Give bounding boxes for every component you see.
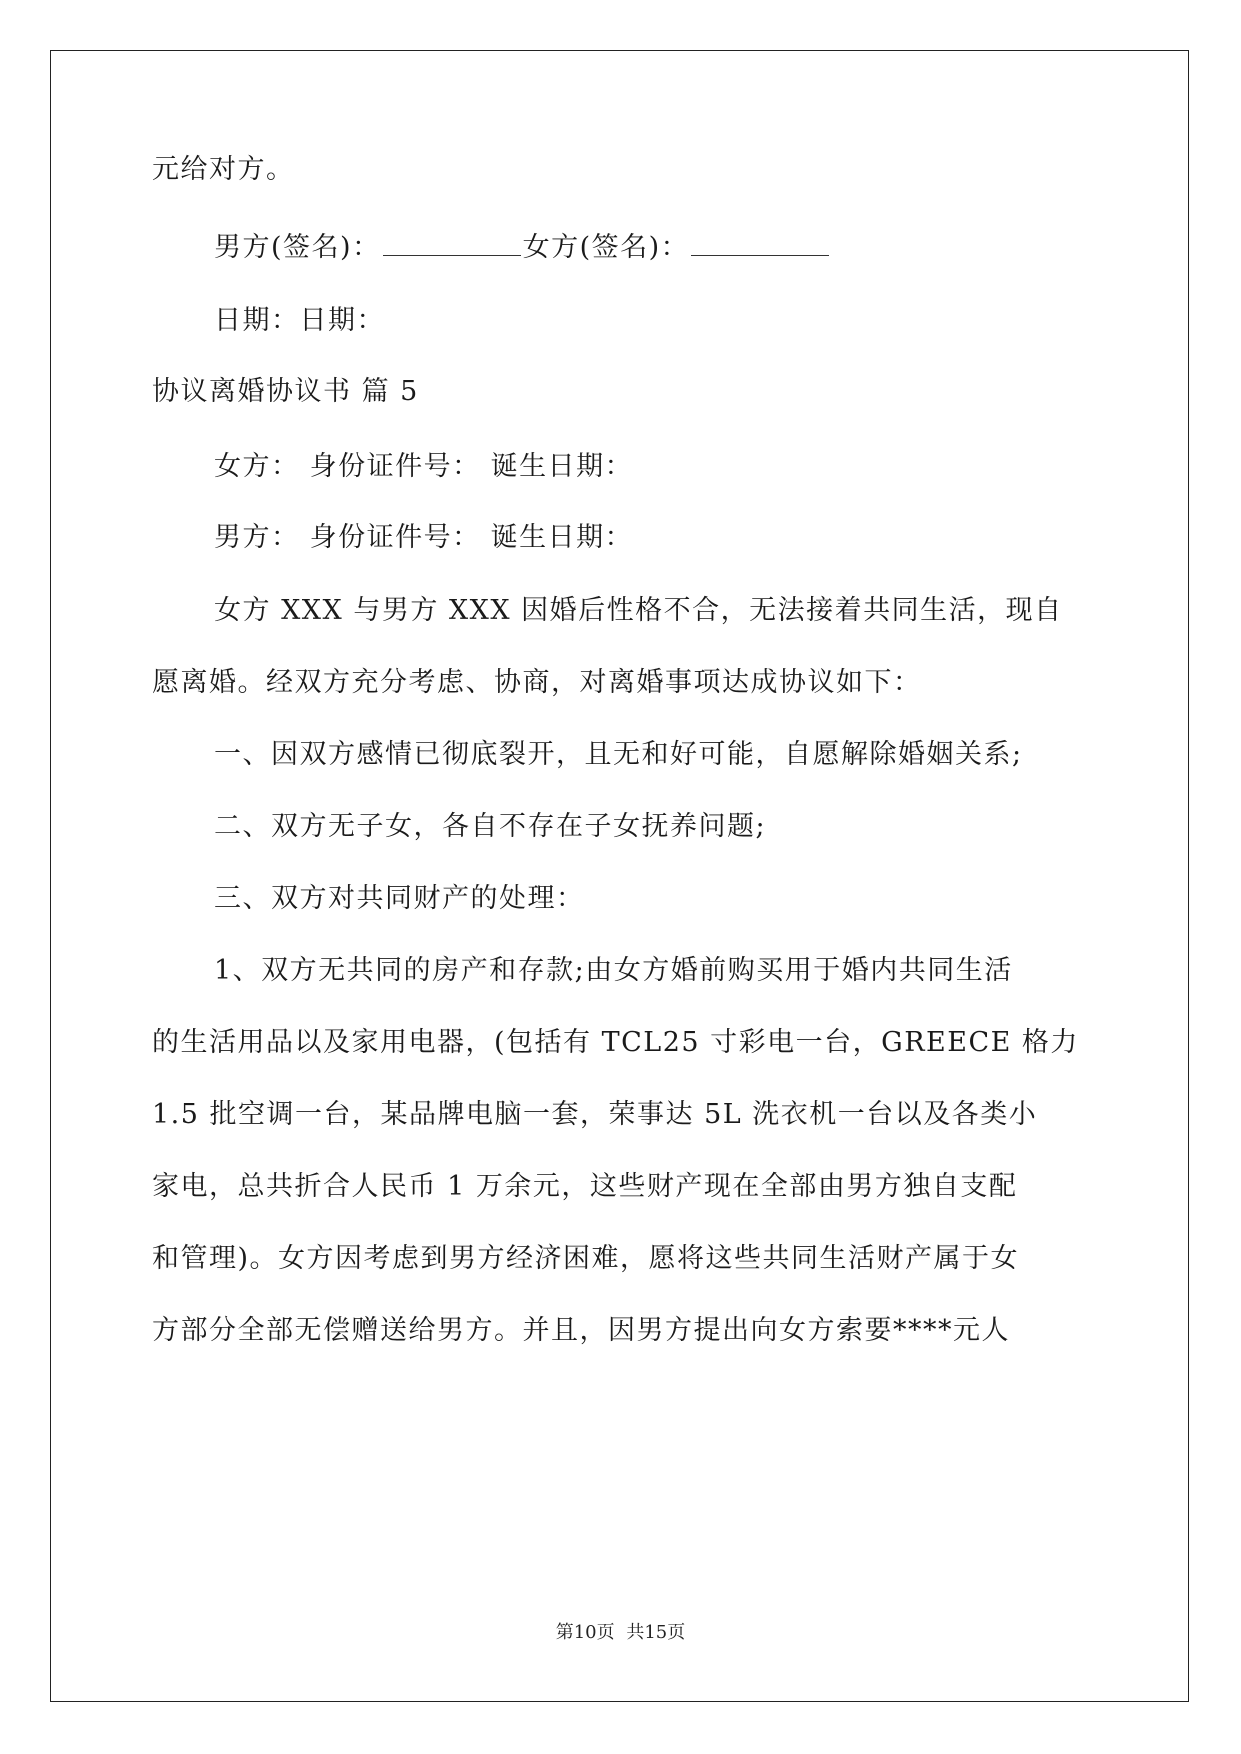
page-border [50, 50, 1189, 1702]
text-line: 和管理)。女方因考虑到男方经济困难，愿将这些共同生活财产属于女 [152, 1243, 1020, 1274]
page-total: 共15页 [626, 1622, 686, 1643]
male-info-line: 男方： 身份证件号： 诞生日期： [214, 522, 634, 553]
date-line: 日期：日期： [214, 305, 385, 336]
female-signature-label: 女方(签名)： [522, 232, 690, 263]
section-heading: 协议离婚协议书 篇 5 [152, 376, 419, 407]
text-line: 1.5 批空调一台，某品牌电脑一套，荣事达 5L 洗衣机一台以及各类小 [152, 1099, 1038, 1130]
text-line: 家电，总共折合人民币 1 万余元，这些财产现在全部由男方独自支配 [152, 1171, 1018, 1202]
text-line: 方部分全部无偿赠送给男方。并且，因男方提出向女方索要****元人 [152, 1315, 1010, 1346]
signature-line [214, 230, 831, 266]
text-line: 女方 XXX 与男方 XXX 因婚后性格不合，无法接着共同生活，现自 [214, 595, 1063, 626]
female-info-line: 女方： 身份证件号： 诞生日期： [214, 451, 634, 482]
text-line: 的生活用品以及家用电器，(包括有 TCL25 寸彩电一台，GREECE 格力 [152, 1027, 1079, 1058]
clause-three: 三、双方对共同财产的处理： [214, 883, 585, 914]
text-line: 元给对方。 [152, 154, 295, 185]
page-number: 第10页 [555, 1622, 615, 1643]
clause-one: 一、因双方感情已彻底裂开，且无和好可能，自愿解除婚姻关系; [214, 739, 1023, 770]
male-signature-label: 男方(签名)： [214, 232, 381, 263]
text-line: 1、双方无共同的房产和存款;由女方婚前购买用于婚内共同生活 [214, 955, 1013, 986]
text-line: 愿离婚。经双方充分考虑、协商，对离婚事项达成协议如下： [152, 667, 922, 698]
male-signature-blank [383, 233, 521, 256]
clause-two: 二、双方无子女，各自不存在子女抚养问题; [214, 811, 767, 842]
female-signature-blank [691, 233, 829, 256]
page-footer [0, 1618, 1241, 1644]
